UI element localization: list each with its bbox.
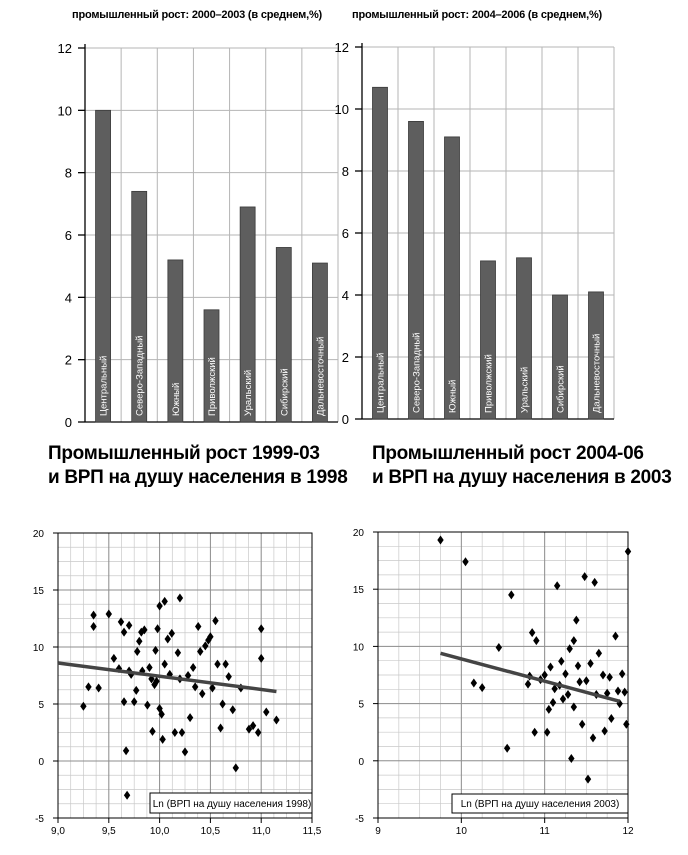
y-tick-label: 0	[341, 412, 349, 427]
data-point	[547, 662, 553, 671]
data-point	[437, 536, 443, 545]
y-tick-label: 10	[334, 102, 349, 117]
y-tick-label: 12	[334, 40, 349, 55]
data-point	[182, 747, 188, 756]
scatter-plot-1-group	[33, 529, 322, 837]
scatter-1-heading-line-2: и ВРП на душу населения в 1998	[48, 467, 348, 488]
bar-category-label: Уральский	[243, 369, 255, 416]
y-tick-label: 4	[341, 288, 349, 303]
y-tick-label: -5	[35, 814, 44, 825]
x-tick-label: 10,5	[200, 826, 221, 837]
data-point	[230, 705, 236, 714]
bar-category-label: Уральский	[519, 366, 531, 413]
x-tick-label: 11,5	[302, 826, 322, 837]
data-point	[562, 669, 568, 678]
bar-category-label: Центральный	[98, 355, 110, 416]
data-point	[612, 632, 618, 641]
y-tick-label: 6	[64, 228, 72, 243]
data-point	[508, 590, 514, 599]
data-point	[190, 663, 196, 672]
x-tick-label: 11	[539, 826, 550, 837]
data-point	[175, 648, 181, 657]
data-point	[585, 775, 591, 784]
data-point	[525, 680, 531, 689]
y-tick-label: 2	[64, 352, 72, 368]
bar-category-label: Центральный	[375, 352, 387, 413]
y-tick-label: 15	[32, 586, 44, 597]
bar-chart-1-title: промышленный рост: 2000–2003 (в среднем,%)	[72, 9, 323, 21]
data-point	[619, 669, 625, 678]
bar-category-label: Сибирский	[279, 368, 291, 416]
bar-chart-2-title: промышленный рост: 2004–2006 (в среднем,%)	[352, 9, 603, 21]
y-tick-label: 2	[341, 350, 349, 365]
x-axis-label: Ln (ВРП на душу населения 1998)	[152, 799, 312, 810]
data-point	[566, 644, 572, 653]
data-point	[581, 572, 587, 581]
y-tick-label: -5	[355, 814, 364, 825]
data-point	[558, 657, 564, 666]
data-point	[623, 720, 629, 729]
y-tick-label: 10	[352, 642, 364, 654]
data-point	[546, 705, 552, 714]
data-point	[258, 624, 264, 633]
data-point	[199, 689, 205, 698]
data-point	[576, 677, 582, 686]
y-tick-label: 6	[341, 226, 349, 241]
y-tick-label: 10	[57, 103, 72, 119]
data-point	[134, 647, 140, 656]
data-point	[126, 621, 132, 630]
data-point	[462, 557, 468, 566]
bar-chart-1-group	[58, 41, 338, 430]
data-point	[233, 763, 239, 772]
y-tick-label: 0	[358, 756, 364, 768]
bar-category-label: Северо-Западный	[134, 335, 146, 416]
bar-category-label: Южный	[170, 382, 182, 416]
data-point	[219, 700, 225, 709]
x-axis-label: Ln (ВРП на душу населения 2003)	[460, 799, 620, 810]
data-point	[529, 628, 535, 637]
y-tick-label: 4	[64, 290, 72, 306]
data-point	[615, 687, 621, 696]
scatter-plot-2-group	[353, 528, 634, 837]
data-point	[471, 679, 477, 688]
scatter-1-heading-line-1: Промышленный рост 1999-03	[48, 443, 320, 464]
y-tick-label: 20	[352, 528, 364, 539]
data-point	[533, 636, 539, 645]
y-tick-label: 15	[352, 585, 364, 597]
data-point	[225, 672, 231, 681]
data-point	[531, 728, 537, 737]
data-point	[149, 727, 155, 736]
bar-category-label: Приволжский	[207, 357, 218, 416]
y-tick-label: 8	[341, 164, 349, 179]
data-point	[590, 733, 596, 742]
data-point	[179, 728, 185, 737]
data-point	[608, 714, 614, 723]
bar-category-label: Северо-Западный	[411, 332, 423, 413]
data-point	[131, 697, 137, 706]
data-point	[144, 701, 150, 710]
data-point	[80, 702, 86, 711]
data-point	[156, 601, 162, 610]
data-point	[504, 744, 510, 753]
x-tick-label: 10	[455, 826, 467, 837]
bar-category-label: Дальневосточный	[591, 333, 603, 413]
bar-category-label: Сибирский	[555, 365, 567, 413]
data-point	[625, 547, 631, 556]
x-tick-label: 9,0	[51, 826, 65, 837]
bar-category-label: Южный	[447, 379, 459, 413]
data-point	[496, 643, 502, 652]
y-tick-label: 20	[32, 529, 44, 540]
data-point	[568, 754, 574, 763]
data-point	[263, 707, 269, 716]
bar-category-label: Приволжский	[483, 354, 495, 413]
y-tick-label: 5	[38, 700, 44, 711]
scatter-2-heading-line-1: Промышленный рост 2004-06	[372, 443, 644, 464]
data-point	[195, 622, 201, 631]
y-tick-label: 10	[32, 643, 44, 654]
x-tick-label: 12	[622, 826, 634, 837]
data-point	[159, 735, 165, 744]
data-point	[169, 629, 175, 638]
bar	[445, 137, 460, 419]
data-point	[187, 713, 193, 722]
y-tick-label: 5	[358, 699, 364, 711]
data-point	[479, 683, 485, 692]
data-point	[550, 698, 556, 707]
data-point	[575, 661, 581, 670]
x-tick-label: 11,0	[251, 826, 271, 837]
data-point	[212, 616, 218, 625]
x-tick-label: 10,0	[149, 826, 170, 837]
x-tick-label: 9	[375, 826, 381, 837]
data-point	[571, 636, 577, 645]
bar-chart-2-group	[335, 40, 614, 427]
bar-category-label: Дальневосточный	[315, 336, 327, 416]
y-tick-label: 0	[38, 757, 44, 768]
x-tick-label: 9,5	[101, 826, 116, 837]
data-point	[136, 637, 142, 646]
data-point	[591, 578, 597, 587]
data-point	[255, 728, 261, 737]
data-point	[573, 616, 579, 625]
data-point	[596, 649, 602, 658]
scatter-2-heading-line-2: и ВРП на душу населения в 2003	[372, 467, 672, 488]
data-point	[579, 720, 585, 729]
data-point	[106, 609, 112, 618]
y-tick-label: 8	[64, 165, 72, 181]
data-point	[124, 791, 130, 800]
y-tick-label: 12	[57, 41, 72, 56]
data-point	[600, 671, 606, 680]
y-tick-label: 0	[64, 415, 72, 430]
data-point	[177, 593, 183, 602]
data-point	[583, 676, 589, 685]
data-point	[165, 635, 171, 644]
data-point	[123, 746, 129, 755]
